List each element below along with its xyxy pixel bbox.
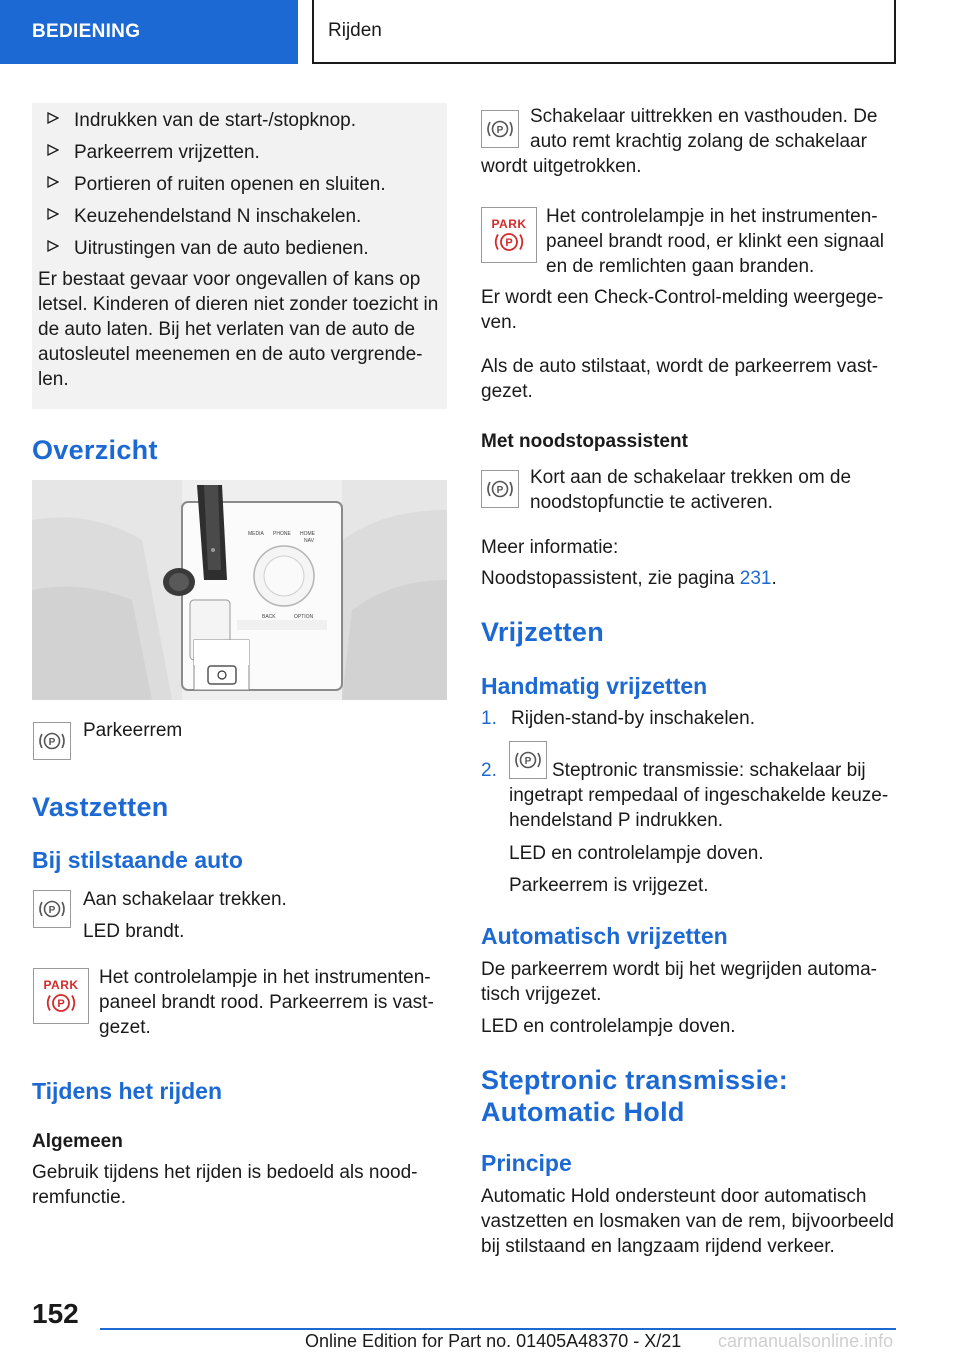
step-number: 2. bbox=[481, 760, 497, 781]
pull-text-line-3: wordt uitgetrokken. bbox=[481, 156, 642, 177]
warning-box bbox=[32, 103, 447, 409]
automatisch-led: LED en controlelampje doven. bbox=[481, 1016, 736, 1037]
park-lamp-word: PARK bbox=[43, 977, 79, 992]
subsection-title-automatisch: Automatisch vrijzetten bbox=[481, 923, 728, 949]
console-label-nav: NAV bbox=[304, 538, 314, 544]
step-1: 1. Rijden-stand-by inschakelen. bbox=[481, 708, 755, 729]
pull-text-line-2: auto remt krachtig zolang de schakelaar bbox=[530, 131, 867, 152]
console-label-back: BACK bbox=[262, 614, 276, 620]
park-lamp-text-right: Het controlelampje in het instrumenten- paneel brandt rood, er klinkt een signaal en de remlichten gaan branden. bbox=[546, 206, 885, 277]
console-label-home: HOME bbox=[300, 531, 315, 537]
svg-text:P: P bbox=[496, 125, 504, 136]
step-2-continuation: ingetrapt rempedaal of ingeschakelde keuze- hendelstand P indrukken. bbox=[509, 785, 889, 831]
list-item: Keuzehendelstand N inschakelen. bbox=[32, 201, 441, 233]
footer-divider bbox=[100, 1328, 896, 1330]
park-lamp-word: PARK bbox=[491, 216, 527, 231]
section-title-overzicht: Overzicht bbox=[32, 435, 158, 465]
noodstop-reference: Noodstopassistent, zie pagina 231. bbox=[481, 568, 777, 589]
console-illustration bbox=[32, 480, 447, 700]
list-item: Portieren of ruiten openen en sluiten. bbox=[32, 169, 441, 201]
parking-brake-icon bbox=[481, 470, 519, 508]
triangle-bullet-icon bbox=[32, 201, 74, 220]
triangle-bullet-icon bbox=[32, 105, 74, 124]
svg-text:P: P bbox=[48, 737, 56, 748]
principe-text: Automatic Hold ondersteunt door automatisch vastzetten en losmaken van de rem, bijvoorbeeld bij stilstaand en langzaam rijdend verkeer. bbox=[481, 1186, 894, 1257]
subsection-title-handmatig: Handmatig vrijzetten bbox=[481, 673, 708, 699]
noodstop-heading: Met noodstopassistent bbox=[481, 431, 688, 452]
section-title-steptronic: Steptronic transmissie: Automatic Hold bbox=[481, 1065, 788, 1127]
subsection-title-rijden: Tijdens het rijden bbox=[32, 1078, 222, 1104]
console-label-media: MEDIA bbox=[248, 531, 264, 537]
parking-brake-icon bbox=[33, 722, 71, 760]
algemeen-text: Gebruik tijdens het rijden is bedoeld als nood- remfunctie. bbox=[32, 1162, 418, 1208]
list-item: Uitrustingen van de auto bedienen. bbox=[32, 233, 441, 265]
pull-text-line-1: Schakelaar uittrekken en vasthouden. De bbox=[530, 106, 878, 127]
list-item: Indrukken van de start-/stopknop. bbox=[32, 105, 441, 137]
step-number: 1. bbox=[481, 708, 497, 729]
svg-text:P: P bbox=[57, 997, 65, 1010]
subsection-title-principe: Principe bbox=[481, 1150, 572, 1176]
console-label-option: OPTION bbox=[294, 614, 314, 620]
step-2-released: Parkeerrem is vrijgezet. bbox=[509, 875, 709, 896]
header-section-tab bbox=[0, 0, 298, 64]
automatisch-text: De parkeerrem wordt bij het wegrijden automa- tisch vrijgezet. bbox=[481, 959, 878, 1005]
parking-brake-icon bbox=[33, 890, 71, 928]
step-2-first-line: Steptronic transmissie: schakelaar bij bbox=[552, 760, 866, 781]
page-number: 152 bbox=[32, 1298, 79, 1329]
header-section-label: BEDIENING bbox=[32, 21, 141, 42]
section-title-vrijzetten: Vrijzetten bbox=[481, 617, 605, 647]
step-2-led: LED en controlelampje doven. bbox=[509, 843, 764, 864]
algemeen-heading: Algemeen bbox=[32, 1131, 123, 1152]
parking-brake-icon bbox=[509, 741, 547, 779]
check-control-text: Er wordt een Check-Control-melding weergege- ven. bbox=[481, 287, 884, 333]
park-warning-lamp-icon bbox=[33, 968, 89, 1024]
footer-edition: Online Edition for Part no. 01405A48370 - X/21 bbox=[305, 1331, 682, 1351]
svg-text:P: P bbox=[524, 756, 532, 767]
console-figure bbox=[32, 480, 447, 700]
console-label-phone: PHONE bbox=[273, 531, 291, 537]
park-warning-lamp-icon bbox=[481, 207, 537, 263]
triangle-bullet-icon bbox=[32, 137, 74, 156]
svg-text:P: P bbox=[496, 485, 504, 496]
noodstop-text: Kort aan de schakelaar trekken om de noodstopfunctie te activeren. bbox=[530, 467, 852, 513]
subsection-title-stilstaand: Bij stilstaande auto bbox=[32, 847, 243, 873]
warning-text: Er bestaat gevaar voor ongevallen of kans op letsel. Kinderen of dieren niet zonder toezicht in de auto laten. Bij het verlaten van de auto de autosleutel meenemen en de auto vergrende- len. bbox=[38, 269, 439, 390]
triangle-bullet-icon bbox=[32, 233, 74, 252]
page-link-231[interactable]: 231 bbox=[739, 568, 772, 589]
svg-text:P: P bbox=[48, 905, 56, 916]
section-title-vastzetten: Vastzetten bbox=[32, 792, 169, 822]
triangle-bullet-icon bbox=[32, 169, 74, 188]
header-chapter-label: Rijden bbox=[328, 20, 382, 41]
meer-informatie: Meer informatie: bbox=[481, 537, 619, 558]
footer-watermark: carmanualsonline.info bbox=[718, 1331, 894, 1351]
stilstaand-instructions: Aan schakelaar trekken. LED brandt. bbox=[83, 889, 287, 942]
parking-brake-icon bbox=[481, 110, 519, 148]
warning-bullet-list bbox=[32, 105, 441, 265]
svg-text:P: P bbox=[505, 236, 513, 249]
header-chapter-tab bbox=[312, 0, 896, 64]
step-2-number bbox=[481, 758, 511, 783]
park-lamp-text-left: Het controlelampje in het instrumenten- paneel brandt rood. Parkeerrem is vast- gezet. bbox=[99, 967, 434, 1038]
figure-caption: Parkeerrem bbox=[83, 720, 183, 741]
list-item: Parkeerrem vrijzetten. bbox=[32, 137, 441, 169]
stilstaat-text: Als de auto stilstaat, wordt de parkeerrem vast- gezet. bbox=[481, 356, 879, 402]
